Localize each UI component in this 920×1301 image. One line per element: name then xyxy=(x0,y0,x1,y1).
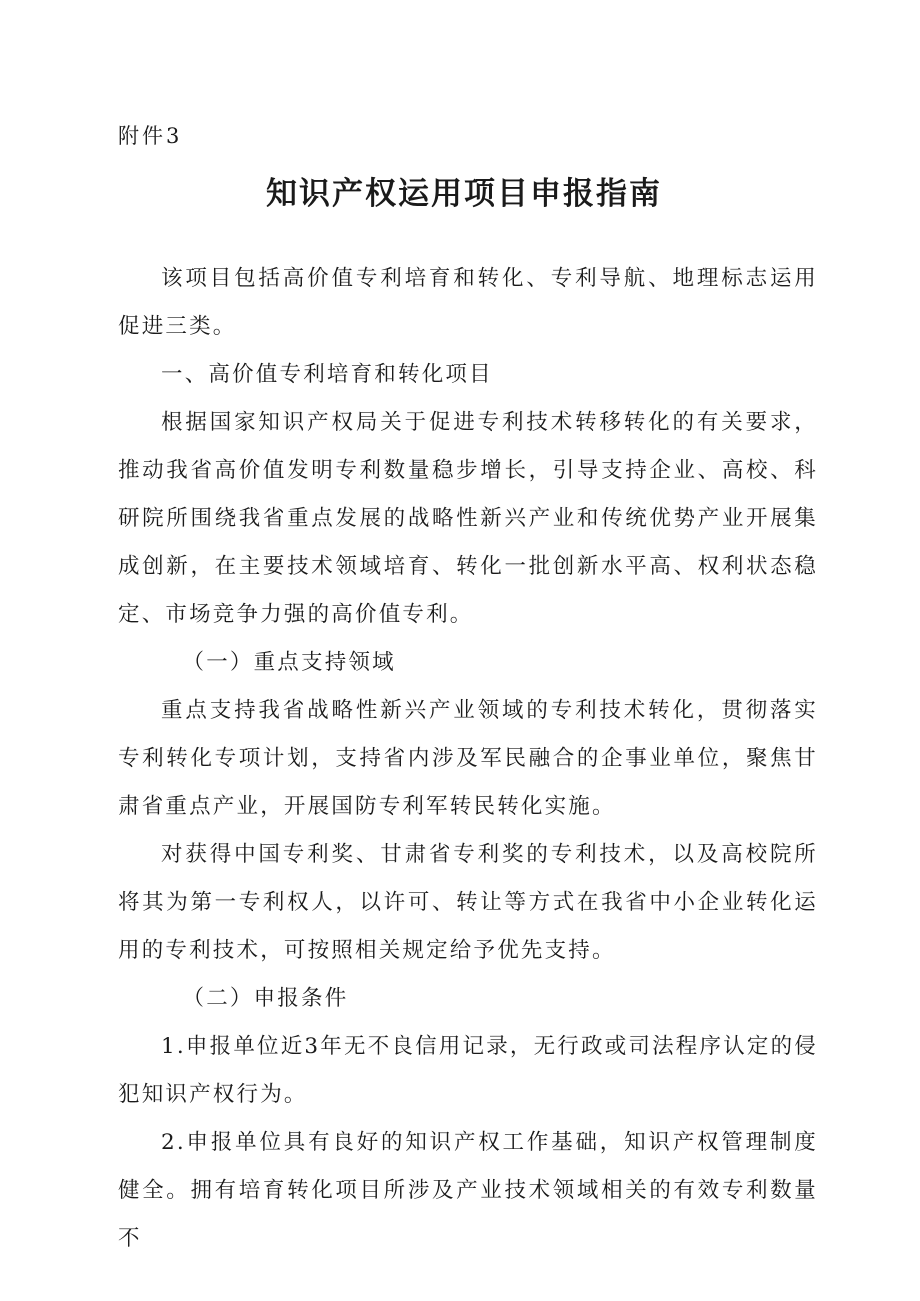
condition-item-1: 1.申报单位近3年无不良信用记录，无行政或司法程序认定的侵犯知识产权行为。 xyxy=(118,1034,818,1107)
intro-paragraph: 该项目包括高价值专利培育和转化、专利导航、地理标志运用促进三类。 xyxy=(118,266,818,339)
document-title: 知识产权运用项目申报指南 xyxy=(266,176,662,212)
subsection-heading-support-areas: （一）重点支持领域 xyxy=(182,650,396,675)
support-areas-paragraph-1: 重点支持我省战略性新兴产业领域的专利技术转化，贯彻落实专利转化专项计划，支持省内涉及军民融合的企事业单位，聚焦甘肃省重点产业，开展国防专利军转民转化实施。 xyxy=(118,698,818,819)
section-heading-1: 一、高价值专利培育和转化项目 xyxy=(161,362,493,387)
support-areas-paragraph-2: 对获得中国专利奖、甘肃省专利奖的专利技术，以及高校院所将其为第一专利权人，以许可、转让等方式在我省中小企业转化运用的专利技术，可按照相关规定给予优先支持。 xyxy=(118,842,818,963)
subsection-heading-conditions: （二）申报条件 xyxy=(182,986,349,1011)
document-body xyxy=(118,255,818,1263)
condition-item-2: 2.申报单位具有良好的知识产权工作基础，知识产权管理制度健全。拥有培育转化项目所涉及产业技术领域相关的有效专利数量不 xyxy=(118,1130,818,1251)
section-1-paragraph: 根据国家知识产权局关于促进专利技术转移转化的有关要求，推动我省高价值发明专利数量稳步增长，引导支持企业、高校、科研院所围绕我省重点发展的战略性新兴产业和传统优势产业开展集成创新，在主要技术领域培育、转化一批创新水平高、权利状态稳定、市场竞争力强的高价值专利。 xyxy=(118,410,818,627)
attachment-label: 附件3 xyxy=(118,124,183,148)
